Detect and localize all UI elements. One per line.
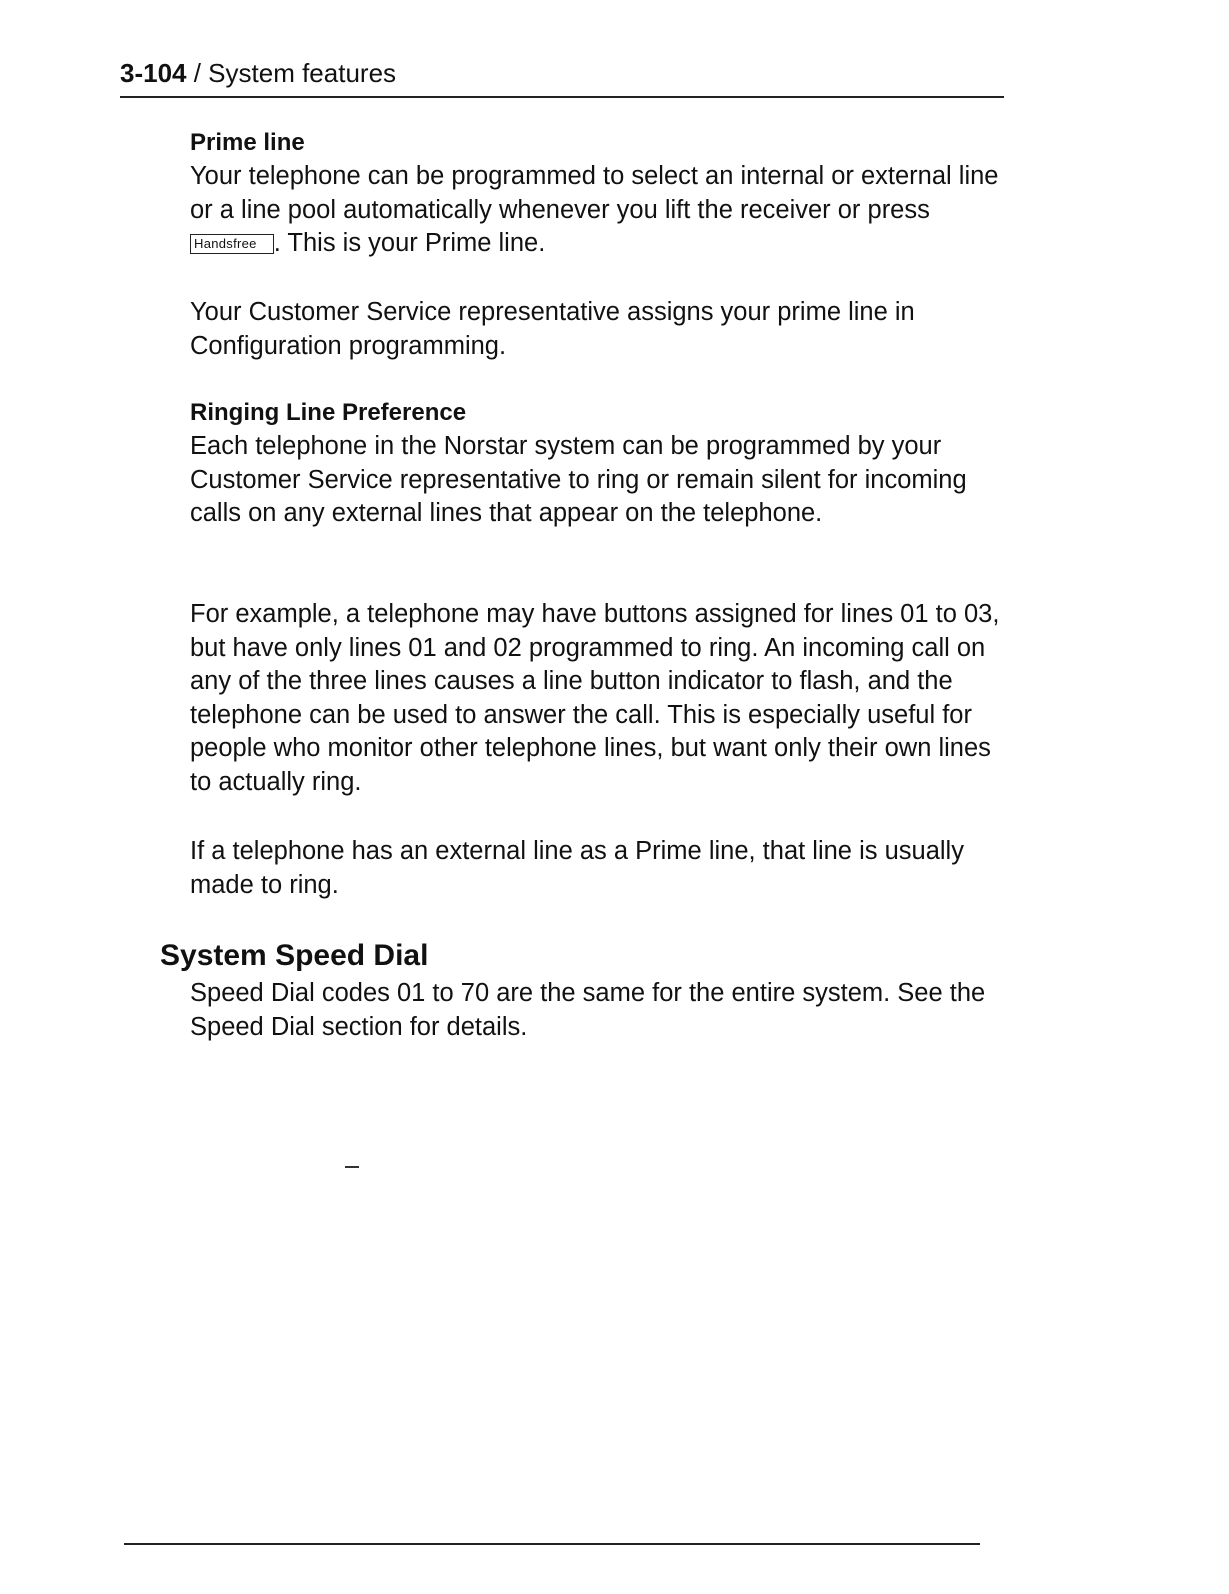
page-number: 3-104 — [120, 58, 187, 88]
ringing-paragraph-2: For example, a telephone may have buttons assigned for lines 01 to 03, but have only lines 01 and 02 programmed to ring. An incoming call on any of the three lines causes a line button indicator to flash, and the telephone can be used to answer the call. This is especially useful for people who monitor other telephone lines, but want only their own lines to actually ring. — [190, 600, 1000, 796]
page-header — [120, 56, 396, 90]
ringing-line-preference-heading: Ringing Line Preference — [190, 399, 467, 426]
prime-line-text-after-key: . This is your Prime line. — [273, 229, 546, 257]
header-section: System features — [208, 58, 397, 88]
system-speed-dial-heading: System Speed Dial — [160, 939, 429, 972]
ringing-paragraph-1: Each telephone in the Norstar system can be programmed by your Customer Service representative to ring or remain silent for incoming calls on any external lines that appear on the telephone. — [190, 432, 967, 527]
scan-speck-mark — [345, 1166, 359, 1168]
prime-line-text-before-key: Your telephone can be programmed to select an internal or external line or a line pool automatically whenever you lift the receiver or press — [190, 162, 999, 224]
footer-rule — [124, 1543, 980, 1545]
header-separator: / — [186, 58, 209, 88]
speed-dial-paragraph: Speed Dial codes 01 to 70 are the same for the entire system. See the Speed Dial section for details. — [190, 979, 986, 1041]
handsfree-key-icon: Handsfree — [190, 234, 274, 254]
prime-line-heading: Prime line — [190, 129, 305, 156]
ringing-paragraph-3: If a telephone has an external line as a Prime line, that line is usually made to ring. — [190, 837, 964, 899]
prime-line-paragraph-2: Your Customer Service representative assigns your prime line in Configuration programming. — [190, 298, 915, 360]
header-rule — [120, 96, 1004, 98]
prime-line-paragraph-1 — [190, 160, 1000, 261]
